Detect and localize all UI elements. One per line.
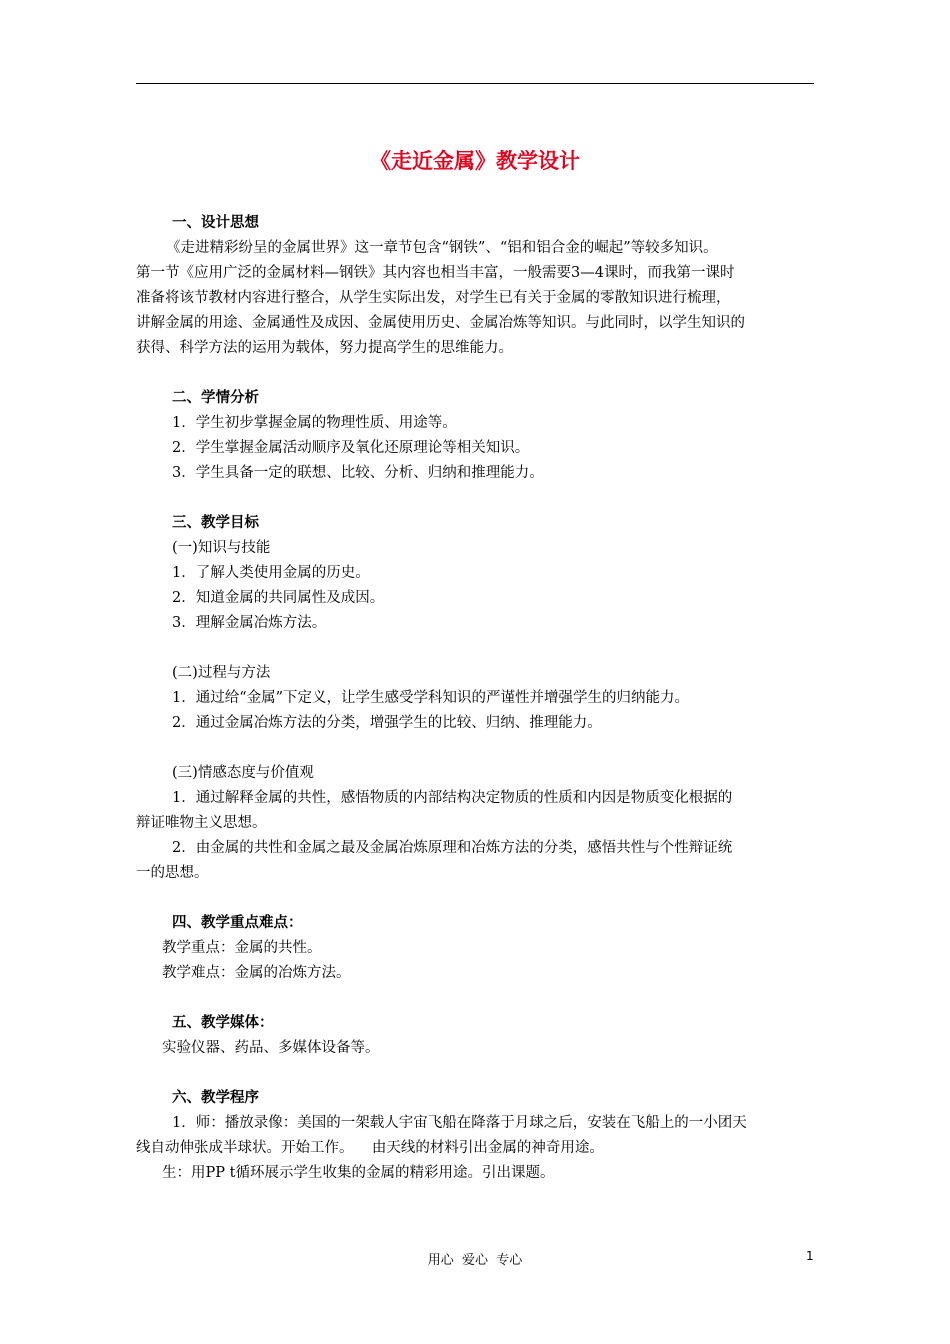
list-item: 3．学生具备一定的联想、比较、分析、归纳和推理能力。 (172, 465, 544, 481)
list-item: 1．了解人类使用金属的历史。 (172, 565, 370, 581)
list-item: 1．通过给“金属”下定义，让学生感受学科知识的严谨性并增强学生的归纳能力。 (172, 690, 690, 706)
paragraph-line: 一的思想。 (136, 865, 209, 881)
paragraph-line: 讲解金属的用途、金属通性及成因、金属使用历史、金属冶炼等知识。与此同时，以学生知识的 (136, 315, 745, 331)
page-number: 1 (806, 1249, 814, 1263)
paragraph-line: 准备将该节教材内容进行整合，从学生实际出发，对学生已有关于金属的零散知识进行梳理， (136, 290, 731, 306)
paragraph-line: 辩证唯物主义思想。 (136, 815, 267, 831)
section-heading-teaching-media: 五、教学媒体： (172, 1015, 274, 1031)
section-heading-teaching-goals: 三、教学目标 (172, 515, 259, 531)
subheading-knowledge-skills: (一)知识与技能 (172, 540, 271, 556)
paragraph-line: 线自动伸张成半球状。开始工作。 由天线的材料引出金属的神奇用途。 (136, 1140, 604, 1156)
section-heading-student-analysis: 二、学情分析 (172, 390, 259, 406)
subheading-emotion-values: (三)情感态度与价值观 (172, 765, 314, 781)
paragraph-line: 1．通过解释金属的共性，感悟物质的内部结构决定物质的性质和内因是物质变化根据的 (172, 790, 733, 806)
footer-motto: 用心 爱心 专心 (427, 1253, 523, 1268)
key-point: 教学重点：金属的共性。 (162, 940, 322, 956)
document-body (136, 211, 814, 1186)
paragraph-line: 2．由金属的共性和金属之最及金属冶炼原理和冶炼方法的分类，感悟共性与个性辩证统 (172, 840, 733, 856)
difficult-point: 教学难点：金属的冶炼方法。 (162, 965, 351, 981)
header-rule (136, 83, 814, 84)
section-heading-key-points: 四、教学重点难点： (172, 915, 303, 931)
paragraph-line: 1．师：播放录像：美国的一架载人宇宙飞船在降落于月球之后，安装在飞船上的一小团天 (172, 1115, 747, 1131)
list-item: 2．知道金属的共同属性及成因。 (172, 590, 385, 606)
paragraph-line: 生：用PP t循环展示学生收集的金属的精彩用途。引出课题。 (162, 1165, 555, 1181)
paragraph-line: 《走进精彩纷呈的金属世界》这一章节包含“钢铁”、“铝和铝合金的崛起”等较多知识。 (166, 240, 718, 256)
section-heading-design-idea: 一、设计思想 (172, 215, 259, 231)
subheading-process-methods: (二)过程与方法 (172, 665, 271, 681)
paragraph-line: 第一节《应用广泛的金属材料—钢铁》其内容也相当丰富，一般需要3—4课时，而我第一课时 (136, 265, 735, 281)
list-item: 2．通过金属冶炼方法的分类，增强学生的比较、归纳、推理能力。 (172, 715, 602, 731)
media-text: 实验仪器、药品、多媒体设备等。 (162, 1040, 380, 1056)
section-heading-teaching-procedure: 六、教学程序 (172, 1090, 259, 1106)
document-title: 《走近金属》教学设计 (370, 149, 580, 173)
list-item: 1．学生初步掌握金属的物理性质、用途等。 (172, 415, 457, 431)
paragraph-line: 获得、科学方法的运用为载体，努力提高学生的思维能力。 (136, 340, 513, 356)
list-item: 3．理解金属冶炼方法。 (172, 615, 327, 631)
list-item: 2．学生掌握金属活动顺序及氧化还原理论等相关知识。 (172, 440, 530, 456)
